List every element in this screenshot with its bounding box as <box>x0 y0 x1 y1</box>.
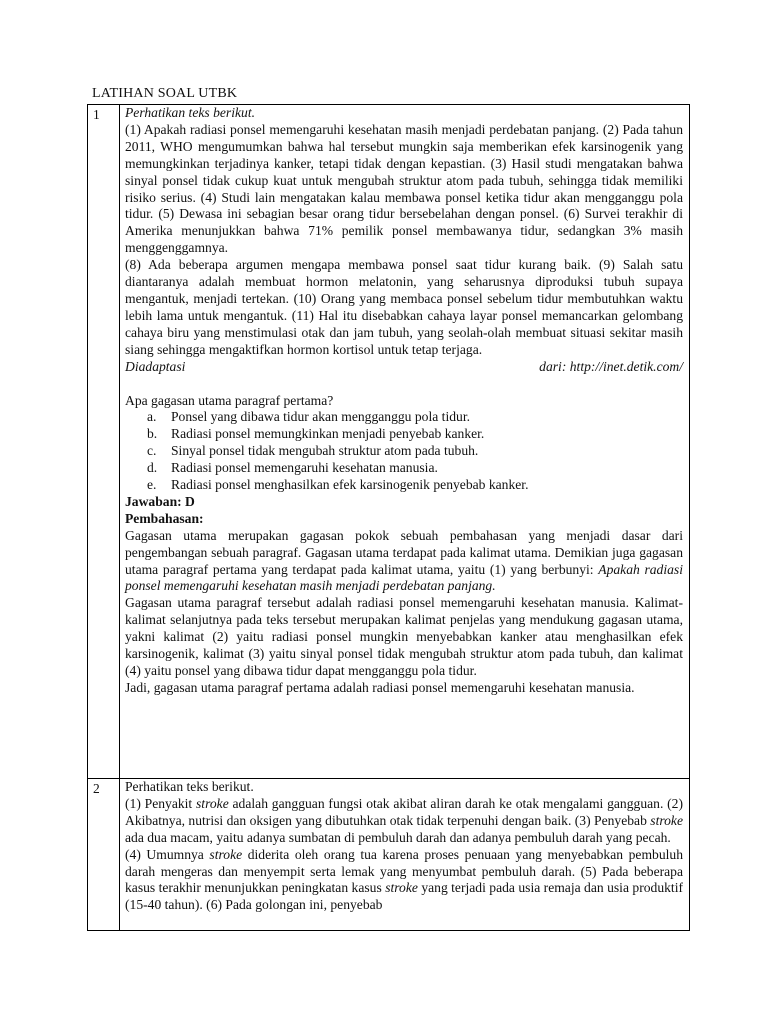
passage-paragraph-1: (1) Penyakit stroke adalah gangguan fungsi otak akibat aliran darah ke otak mengalami gangguan. (2) Akibatnya, nutrisi dan oksigen yang dibutuhkan otak tidak terpenuhi dengan baik. (3) Penyebab stroke ada dua macam, yaitu adanya sumbatan di pembuluh darah dan adanya pembuluh darah yang pecah. <box>125 795 683 845</box>
answer-options <box>125 409 683 494</box>
question-text: Apa gagasan utama paragraf pertama? <box>125 392 334 408</box>
option-a[interactable]: a. Ponsel yang dibawa tidur akan mengganggu pola tidur. <box>147 409 471 425</box>
answer-key: Jawaban: D <box>125 493 195 509</box>
discussion-paragraph-1: Gagasan utama merupakan gagasan pokok sebuah pembahasan yang menjadi dasar dari pengembangan sebuah paragraf. Gagasan utama terdapat pada kalimat utama. Demikian juga gagasan utama paragraf pertama yang terdapat pada kalimat utama, yaitu (1) yang berbunyi: Apakah radiasi ponsel memengaruhi kesehatan masih menjadi perdebatan panjang. <box>125 527 683 594</box>
instruction: Perhatikan teks berikut. <box>125 779 254 794</box>
option-d[interactable]: d. Radiasi ponsel memengaruhi kesehatan manusia. <box>147 460 438 476</box>
question-number: 1 <box>88 105 120 779</box>
adapted-label: Diadaptasi <box>125 358 186 374</box>
option-b[interactable]: b. Radiasi ponsel memungkinkan menjadi penyebab kanker. <box>147 426 485 442</box>
discussion-paragraph-2: Gagasan utama paragraf tersebut adalah radiasi ponsel memengaruhi kesehatan manusia. Kalimat-kalimat selanjutnya pada teks tersebut merupakan kalimat penjelas yang mendukung gagasan utama, yakni kalimat (2) yaitu radiasi ponsel mungkin menyebabkan kanker atau menghasilkan efek karsinogenik, kalimat (3) yaitu sinyal ponsel tidak mengubah struktur atom pada tubuh, dan kalimat (4) yaitu ponsel yang dibawa tidur dapat mengganggu pola tidur. <box>125 595 683 678</box>
question-row-1 <box>88 105 690 779</box>
question-row-2 <box>88 779 690 931</box>
question-body <box>120 105 690 779</box>
passage-paragraph-2: (8) Ada beberapa argumen mengapa membawa ponsel saat tidur kurang baik. (9) Salah satu diantaranya adalah membuat hormon melatonin, yang seharusnya diproduksi tubuh supaya mengantuk, menjadi tertekan. (10) Orang yang membaca ponsel sebelum tidur membutuhkan waktu lebih lama untuk mengantuk. (11) Hal itu disebabkan cahaya layar ponsel memancarkan gelombang cahaya biru yang menstimulasi otak dan jam tubuh, yang seolah-olah membuat situasi sekitar masih siang sehingga mengaktifkan hormon kortisol untuk tetap terjaga. <box>125 257 683 357</box>
option-c[interactable]: c. Sinyal ponsel tidak mengubah struktur atom pada tubuh. <box>147 443 479 459</box>
discussion-label: Pembahasan: <box>125 510 204 526</box>
page-title: LATIHAN SOAL UTBK <box>92 86 238 101</box>
source-line <box>125 359 683 376</box>
passage-paragraph-2: (4) Umumnya stroke diderita oleh orang tua karena proses penuaan yang menyebabkan pembuluh darah mengeras dan menyempit serta lemak yang menyumbat pembuluh darah. (5) Pada beberapa kasus terakhir menunjukkan peningkatan kasus stroke yang terjadi pada usia remaja dan usia produktif (15-40 tahun). (6) Pada golongan ini, penyebab <box>125 846 683 913</box>
question-body <box>120 779 690 931</box>
quoted-sentence: Apakah radiasi ponsel memengaruhi kesehatan masih menjadi perdebatan panjang. <box>125 561 683 594</box>
source-url: dari: http://inet.detik.com/ <box>539 358 683 374</box>
passage-paragraph-1: (1) Apakah radiasi ponsel memengaruhi kesehatan masih menjadi perdebatan panjang. (2) Pada tahun 2011, WHO mengumumkan bahwa hal tersebut mungkin saja memberikan efek karsinogenik yang memungkinkan terjadinya kanker, tetapi tidak dengan kepastian. (3) Hasil studi mengatakan bahwa sinyal ponsel tidak cukup kuat untuk mengubah struktur atom pada tubuh, sehingga tidak memiliki risiko serius. (4) Studi lain mengatakan kalau membawa ponsel ketika tidur akan mengganggu pola tidur. (5) Dewasa ini sebagian besar orang tidur bersebelahan dengan ponsel. (6) Survei terakhir di Amerika menunjukkan bahwa 71% pemilik ponsel membawanya tidur, sedangkan 3% masih menggenggamnya. <box>125 121 683 256</box>
question-table <box>87 104 690 931</box>
discussion-paragraph-3: Jadi, gagasan utama paragraf pertama adalah radiasi ponsel memengaruhi kesehatan manusia. <box>125 679 635 695</box>
question-number: 2 <box>88 779 120 931</box>
option-e[interactable]: e. Radiasi ponsel menghasilkan efek karsinogenik penyebab kanker. <box>147 477 529 493</box>
instruction: Perhatikan teks berikut. <box>125 105 255 120</box>
